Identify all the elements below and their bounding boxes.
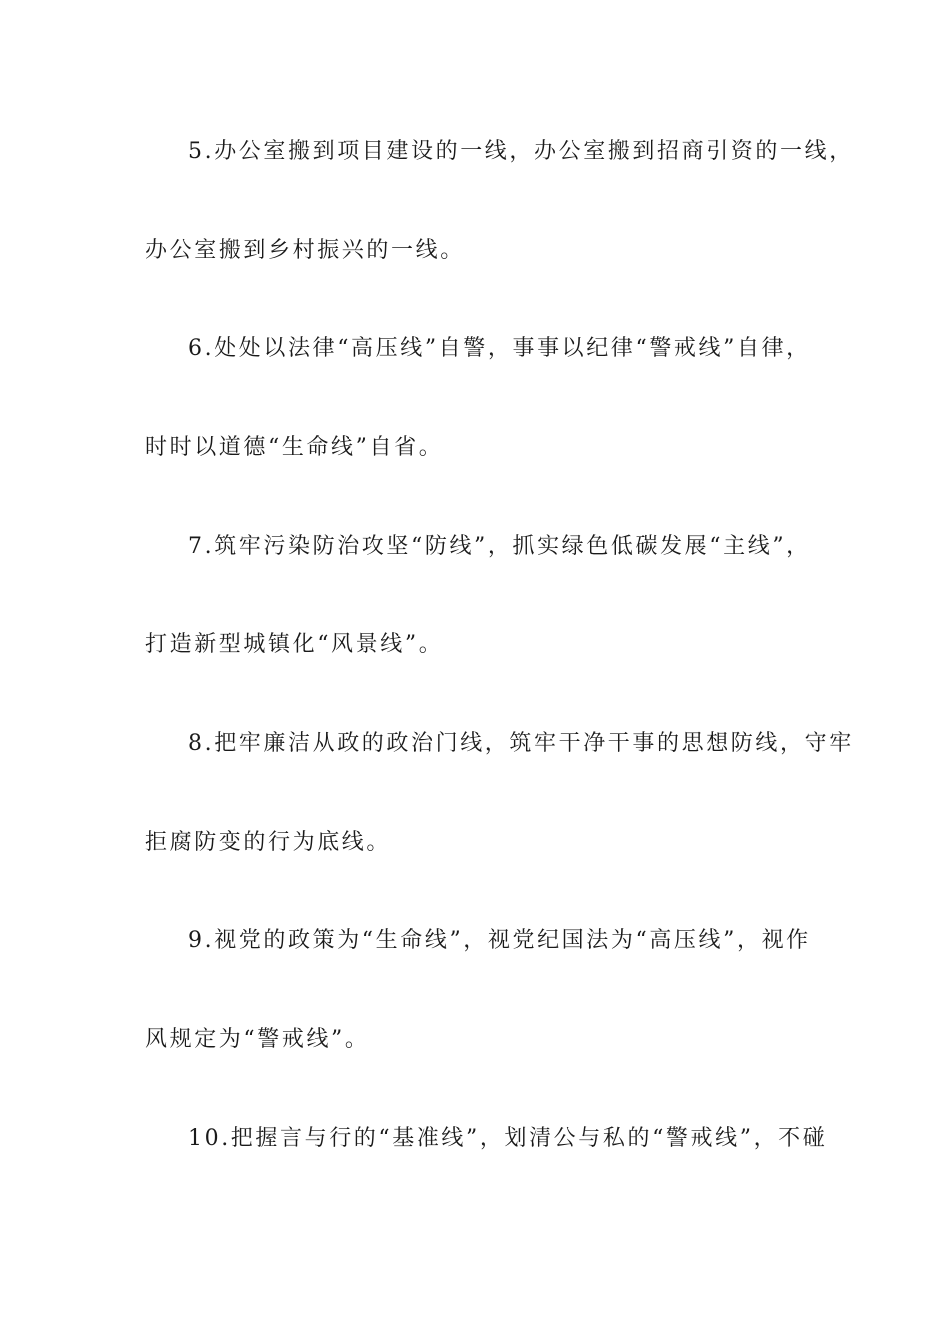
paragraph-6-line-2: 时时以道德“生命线”自省。 bbox=[145, 435, 444, 460]
paragraph-9-line-2: 风规定为“警戒线”。 bbox=[145, 1027, 370, 1052]
paragraph-5-line-1: 5.办公室搬到项目建设的一线，办公室搬到招商引资的一线， bbox=[188, 139, 854, 164]
paragraph-8-line-2: 拒腐防变的行为底线。 bbox=[145, 830, 392, 855]
paragraph-6-line-1: 6.处处以法律“高压线”自警，事事以纪律“警戒线”自律， bbox=[188, 336, 811, 361]
paragraph-5-line-2: 办公室搬到乡村振兴的一线。 bbox=[145, 238, 465, 263]
paragraph-7-line-1: 7.筑牢污染防治攻坚“防线”，抓实绿色低碳发展“主线”， bbox=[188, 534, 811, 559]
paragraph-9-line-1: 9.视党的政策为“生命线”，视党纪国法为“高压线”，视作 bbox=[188, 928, 811, 953]
paragraph-8-line-1: 8.把牢廉洁从政的政治门线，筑牢干净干事的思想防线，守牢 bbox=[188, 731, 854, 756]
paragraph-7-line-2: 打造新型城镇化“风景线”。 bbox=[145, 632, 444, 657]
paragraph-10-line-1: 10.把握言与行的“基准线”，划清公与私的“警戒线”，不碰 bbox=[188, 1126, 828, 1151]
